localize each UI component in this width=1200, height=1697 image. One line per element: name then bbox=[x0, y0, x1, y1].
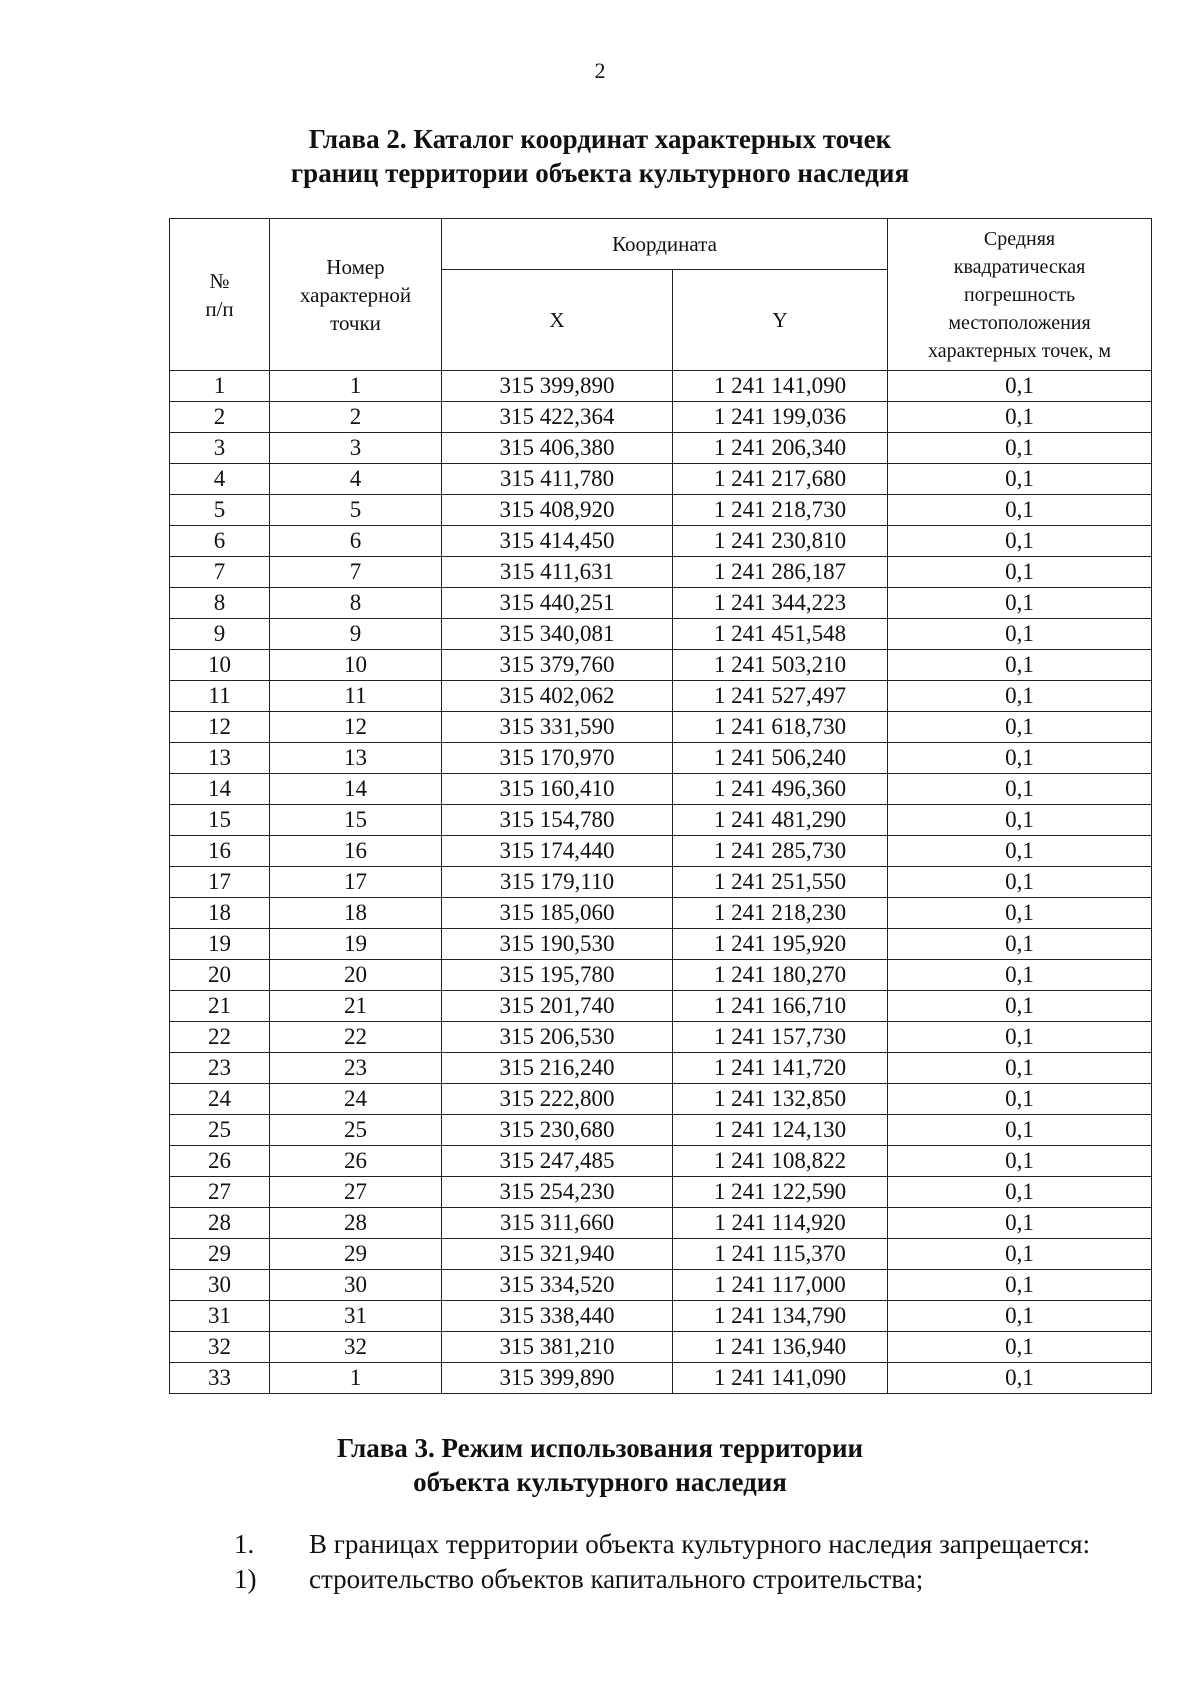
cell-y: 1 241 496,360 bbox=[673, 774, 888, 805]
cell-error: 0,1 bbox=[888, 1084, 1152, 1115]
cell-num: 28 bbox=[170, 1208, 270, 1239]
cell-y: 1 241 108,822 bbox=[673, 1146, 888, 1177]
cell-num: 14 bbox=[170, 774, 270, 805]
cell-y: 1 241 195,920 bbox=[673, 929, 888, 960]
cell-num: 18 bbox=[170, 898, 270, 929]
table-row bbox=[170, 1301, 1152, 1332]
table-row bbox=[170, 774, 1152, 805]
cell-num: 25 bbox=[170, 1115, 270, 1146]
cell-x: 315 190,530 bbox=[442, 929, 673, 960]
cell-x: 315 222,800 bbox=[442, 1084, 673, 1115]
table-row bbox=[170, 588, 1152, 619]
cell-num: 16 bbox=[170, 836, 270, 867]
cell-num: 30 bbox=[170, 1270, 270, 1301]
cell-x: 315 399,890 bbox=[442, 1363, 673, 1394]
cell-error: 0,1 bbox=[888, 1208, 1152, 1239]
chapter-3-title-line-1: Глава 3. Режим использования территории bbox=[336, 1433, 864, 1463]
cell-error: 0,1 bbox=[888, 650, 1152, 681]
cell-error: 0,1 bbox=[888, 743, 1152, 774]
cell-point: 11 bbox=[270, 681, 442, 712]
cell-y: 1 241 251,550 bbox=[673, 867, 888, 898]
cell-error: 0,1 bbox=[888, 681, 1152, 712]
table-row bbox=[170, 805, 1152, 836]
table-row bbox=[170, 557, 1152, 588]
table-row bbox=[170, 1146, 1152, 1177]
cell-num: 32 bbox=[170, 1332, 270, 1363]
cell-point: 17 bbox=[270, 867, 442, 898]
cell-error: 0,1 bbox=[888, 588, 1152, 619]
cell-num: 1 bbox=[170, 371, 270, 402]
cell-error: 0,1 bbox=[888, 991, 1152, 1022]
table-row bbox=[170, 371, 1152, 402]
cell-num: 15 bbox=[170, 805, 270, 836]
cell-y: 1 241 122,590 bbox=[673, 1177, 888, 1208]
cell-point: 1 bbox=[270, 371, 442, 402]
coordinates-catalog-table bbox=[169, 218, 1152, 1394]
table-row bbox=[170, 898, 1152, 929]
cell-point: 25 bbox=[270, 1115, 442, 1146]
cell-point: 29 bbox=[270, 1239, 442, 1270]
cell-num: 19 bbox=[170, 929, 270, 960]
cell-num: 24 bbox=[170, 1084, 270, 1115]
cell-num: 29 bbox=[170, 1239, 270, 1270]
cell-y: 1 241 166,710 bbox=[673, 991, 888, 1022]
cell-y: 1 241 506,240 bbox=[673, 743, 888, 774]
table-row bbox=[170, 464, 1152, 495]
header-error-line: квадратическая bbox=[953, 255, 1086, 278]
cell-y: 1 241 141,090 bbox=[673, 1363, 888, 1394]
chapter-2-title bbox=[0, 122, 1200, 190]
cell-error: 0,1 bbox=[888, 433, 1152, 464]
cell-error: 0,1 bbox=[888, 898, 1152, 929]
table-row bbox=[170, 1239, 1152, 1270]
cell-point: 9 bbox=[270, 619, 442, 650]
restrictions-list bbox=[0, 1527, 1200, 1597]
cell-x: 315 179,110 bbox=[442, 867, 673, 898]
cell-point: 7 bbox=[270, 557, 442, 588]
table-row bbox=[170, 929, 1152, 960]
cell-point: 18 bbox=[270, 898, 442, 929]
cell-point: 22 bbox=[270, 1022, 442, 1053]
header-error-line: погрешность bbox=[963, 283, 1076, 306]
cell-error: 0,1 bbox=[888, 1301, 1152, 1332]
chapter-2-title-line-2: границ территории объекта культурного наследия bbox=[290, 158, 910, 188]
cell-error: 0,1 bbox=[888, 712, 1152, 743]
list-item bbox=[0, 1527, 1200, 1562]
cell-point: 19 bbox=[270, 929, 442, 960]
header-point-number bbox=[270, 219, 442, 371]
cell-x: 315 201,740 bbox=[442, 991, 673, 1022]
cell-x: 315 321,940 bbox=[442, 1239, 673, 1270]
cell-y: 1 241 115,370 bbox=[673, 1239, 888, 1270]
cell-y: 1 241 481,290 bbox=[673, 805, 888, 836]
cell-y: 1 241 134,790 bbox=[673, 1301, 888, 1332]
cell-error: 0,1 bbox=[888, 1332, 1152, 1363]
table-row bbox=[170, 1363, 1152, 1394]
page-number: 2 bbox=[594, 58, 606, 83]
cell-error: 0,1 bbox=[888, 1270, 1152, 1301]
cell-y: 1 241 117,000 bbox=[673, 1270, 888, 1301]
header-num-line: п/п bbox=[205, 296, 234, 321]
cell-num: 6 bbox=[170, 526, 270, 557]
table-row bbox=[170, 712, 1152, 743]
list-item-number: 1. bbox=[234, 1529, 255, 1559]
cell-num: 26 bbox=[170, 1146, 270, 1177]
cell-num: 9 bbox=[170, 619, 270, 650]
cell-point: 10 bbox=[270, 650, 442, 681]
cell-num: 31 bbox=[170, 1301, 270, 1332]
cell-point: 4 bbox=[270, 464, 442, 495]
header-error-line: характерных точек, м bbox=[928, 339, 1111, 362]
table-body bbox=[170, 371, 1152, 1394]
cell-point: 13 bbox=[270, 743, 442, 774]
cell-error: 0,1 bbox=[888, 619, 1152, 650]
cell-y: 1 241 136,940 bbox=[673, 1332, 888, 1363]
cell-x: 315 340,081 bbox=[442, 619, 673, 650]
cell-error: 0,1 bbox=[888, 774, 1152, 805]
cell-y: 1 241 218,730 bbox=[673, 495, 888, 526]
cell-error: 0,1 bbox=[888, 867, 1152, 898]
cell-error: 0,1 bbox=[888, 1115, 1152, 1146]
cell-y: 1 241 217,680 bbox=[673, 464, 888, 495]
cell-point: 21 bbox=[270, 991, 442, 1022]
table-row bbox=[170, 681, 1152, 712]
cell-error: 0,1 bbox=[888, 495, 1152, 526]
cell-y: 1 241 199,036 bbox=[673, 402, 888, 433]
cell-error: 0,1 bbox=[888, 1053, 1152, 1084]
cell-x: 315 406,380 bbox=[442, 433, 673, 464]
cell-y: 1 241 157,730 bbox=[673, 1022, 888, 1053]
cell-x: 315 174,440 bbox=[442, 836, 673, 867]
cell-num: 10 bbox=[170, 650, 270, 681]
cell-x: 315 230,680 bbox=[442, 1115, 673, 1146]
cell-point: 1 bbox=[270, 1363, 442, 1394]
cell-y: 1 241 124,130 bbox=[673, 1115, 888, 1146]
table-row bbox=[170, 402, 1152, 433]
cell-num: 3 bbox=[170, 433, 270, 464]
cell-num: 12 bbox=[170, 712, 270, 743]
cell-x: 315 216,240 bbox=[442, 1053, 673, 1084]
header-point-line: характерной bbox=[299, 282, 412, 307]
header-point-line: Номер bbox=[326, 254, 385, 279]
chapter-3-title bbox=[0, 1431, 1200, 1499]
list-item-text: В границах территории объекта культурного наследия запрещается: bbox=[309, 1529, 1091, 1559]
cell-x: 315 247,485 bbox=[442, 1146, 673, 1177]
cell-num: 5 bbox=[170, 495, 270, 526]
cell-error: 0,1 bbox=[888, 1363, 1152, 1394]
table-row bbox=[170, 433, 1152, 464]
cell-x: 315 170,970 bbox=[442, 743, 673, 774]
cell-error: 0,1 bbox=[888, 960, 1152, 991]
cell-point: 2 bbox=[270, 402, 442, 433]
cell-point: 12 bbox=[270, 712, 442, 743]
cell-error: 0,1 bbox=[888, 557, 1152, 588]
cell-point: 15 bbox=[270, 805, 442, 836]
list-item-number: 1) bbox=[234, 1564, 257, 1594]
cell-y: 1 241 141,090 bbox=[673, 371, 888, 402]
table-row bbox=[170, 1053, 1152, 1084]
cell-y: 1 241 114,920 bbox=[673, 1208, 888, 1239]
cell-y: 1 241 286,187 bbox=[673, 557, 888, 588]
cell-num: 20 bbox=[170, 960, 270, 991]
header-error bbox=[888, 219, 1152, 371]
cell-point: 32 bbox=[270, 1332, 442, 1363]
cell-x: 315 160,410 bbox=[442, 774, 673, 805]
cell-y: 1 241 285,730 bbox=[673, 836, 888, 867]
cell-num: 8 bbox=[170, 588, 270, 619]
cell-num: 27 bbox=[170, 1177, 270, 1208]
cell-point: 26 bbox=[270, 1146, 442, 1177]
cell-x: 315 399,890 bbox=[442, 371, 673, 402]
cell-y: 1 241 618,730 bbox=[673, 712, 888, 743]
cell-num: 7 bbox=[170, 557, 270, 588]
header-coordinate: Координата bbox=[442, 219, 888, 270]
cell-x: 315 414,450 bbox=[442, 526, 673, 557]
header-point-line: точки bbox=[330, 310, 381, 335]
cell-y: 1 241 218,230 bbox=[673, 898, 888, 929]
cell-y: 1 241 180,270 bbox=[673, 960, 888, 991]
cell-error: 0,1 bbox=[888, 1239, 1152, 1270]
cell-num: 11 bbox=[170, 681, 270, 712]
header-x: X bbox=[442, 270, 673, 371]
cell-point: 5 bbox=[270, 495, 442, 526]
table-row bbox=[170, 650, 1152, 681]
cell-num: 4 bbox=[170, 464, 270, 495]
header-error-line: Средняя bbox=[983, 227, 1056, 250]
cell-y: 1 241 206,340 bbox=[673, 433, 888, 464]
cell-error: 0,1 bbox=[888, 371, 1152, 402]
cell-point: 30 bbox=[270, 1270, 442, 1301]
cell-x: 315 379,760 bbox=[442, 650, 673, 681]
cell-point: 24 bbox=[270, 1084, 442, 1115]
header-num-line: № bbox=[209, 268, 230, 293]
table-row bbox=[170, 1022, 1152, 1053]
cell-point: 16 bbox=[270, 836, 442, 867]
chapter-2-title-line-1: Глава 2. Каталог координат характерных точек bbox=[308, 124, 892, 154]
cell-point: 20 bbox=[270, 960, 442, 991]
cell-y: 1 241 527,497 bbox=[673, 681, 888, 712]
cell-x: 315 334,520 bbox=[442, 1270, 673, 1301]
cell-point: 27 bbox=[270, 1177, 442, 1208]
table-row bbox=[170, 526, 1152, 557]
cell-error: 0,1 bbox=[888, 836, 1152, 867]
cell-x: 315 408,920 bbox=[442, 495, 673, 526]
cell-num: 33 bbox=[170, 1363, 270, 1394]
cell-x: 315 195,780 bbox=[442, 960, 673, 991]
header-error-line: местоположения bbox=[948, 311, 1091, 334]
chapter-3-title-line-2: объекта культурного наследия bbox=[413, 1467, 787, 1497]
table-row bbox=[170, 1208, 1152, 1239]
cell-error: 0,1 bbox=[888, 805, 1152, 836]
cell-x: 315 440,251 bbox=[442, 588, 673, 619]
cell-point: 31 bbox=[270, 1301, 442, 1332]
cell-error: 0,1 bbox=[888, 929, 1152, 960]
cell-error: 0,1 bbox=[888, 1146, 1152, 1177]
cell-num: 23 bbox=[170, 1053, 270, 1084]
header-num bbox=[170, 219, 270, 371]
cell-num: 13 bbox=[170, 743, 270, 774]
table-row bbox=[170, 1115, 1152, 1146]
list-item bbox=[0, 1562, 1200, 1597]
table-row bbox=[170, 960, 1152, 991]
cell-x: 315 381,210 bbox=[442, 1332, 673, 1363]
table-row bbox=[170, 867, 1152, 898]
table-row bbox=[170, 619, 1152, 650]
cell-point: 23 bbox=[270, 1053, 442, 1084]
cell-y: 1 241 230,810 bbox=[673, 526, 888, 557]
table-row bbox=[170, 743, 1152, 774]
table-row bbox=[170, 836, 1152, 867]
cell-error: 0,1 bbox=[888, 526, 1152, 557]
cell-x: 315 402,062 bbox=[442, 681, 673, 712]
cell-x: 315 338,440 bbox=[442, 1301, 673, 1332]
cell-point: 3 bbox=[270, 433, 442, 464]
cell-num: 2 bbox=[170, 402, 270, 433]
cell-x: 315 254,230 bbox=[442, 1177, 673, 1208]
cell-y: 1 241 132,850 bbox=[673, 1084, 888, 1115]
table-row bbox=[170, 1270, 1152, 1301]
cell-x: 315 311,660 bbox=[442, 1208, 673, 1239]
cell-point: 28 bbox=[270, 1208, 442, 1239]
cell-x: 315 422,364 bbox=[442, 402, 673, 433]
cell-num: 22 bbox=[170, 1022, 270, 1053]
cell-error: 0,1 bbox=[888, 1177, 1152, 1208]
cell-x: 315 154,780 bbox=[442, 805, 673, 836]
header-y: Y bbox=[673, 270, 888, 371]
cell-error: 0,1 bbox=[888, 402, 1152, 433]
table-row bbox=[170, 991, 1152, 1022]
cell-x: 315 206,530 bbox=[442, 1022, 673, 1053]
table-row bbox=[170, 1177, 1152, 1208]
cell-num: 21 bbox=[170, 991, 270, 1022]
cell-point: 6 bbox=[270, 526, 442, 557]
cell-error: 0,1 bbox=[888, 1022, 1152, 1053]
cell-point: 8 bbox=[270, 588, 442, 619]
table-row bbox=[170, 1084, 1152, 1115]
table-row bbox=[170, 495, 1152, 526]
cell-y: 1 241 344,223 bbox=[673, 588, 888, 619]
cell-error: 0,1 bbox=[888, 464, 1152, 495]
cell-x: 315 411,780 bbox=[442, 464, 673, 495]
cell-point: 14 bbox=[270, 774, 442, 805]
cell-x: 315 331,590 bbox=[442, 712, 673, 743]
cell-x: 315 411,631 bbox=[442, 557, 673, 588]
table-row bbox=[170, 1332, 1152, 1363]
cell-y: 1 241 503,210 bbox=[673, 650, 888, 681]
list-item-text: строительство объектов капитального строительства; bbox=[309, 1564, 924, 1594]
cell-y: 1 241 141,720 bbox=[673, 1053, 888, 1084]
cell-x: 315 185,060 bbox=[442, 898, 673, 929]
cell-y: 1 241 451,548 bbox=[673, 619, 888, 650]
cell-num: 17 bbox=[170, 867, 270, 898]
